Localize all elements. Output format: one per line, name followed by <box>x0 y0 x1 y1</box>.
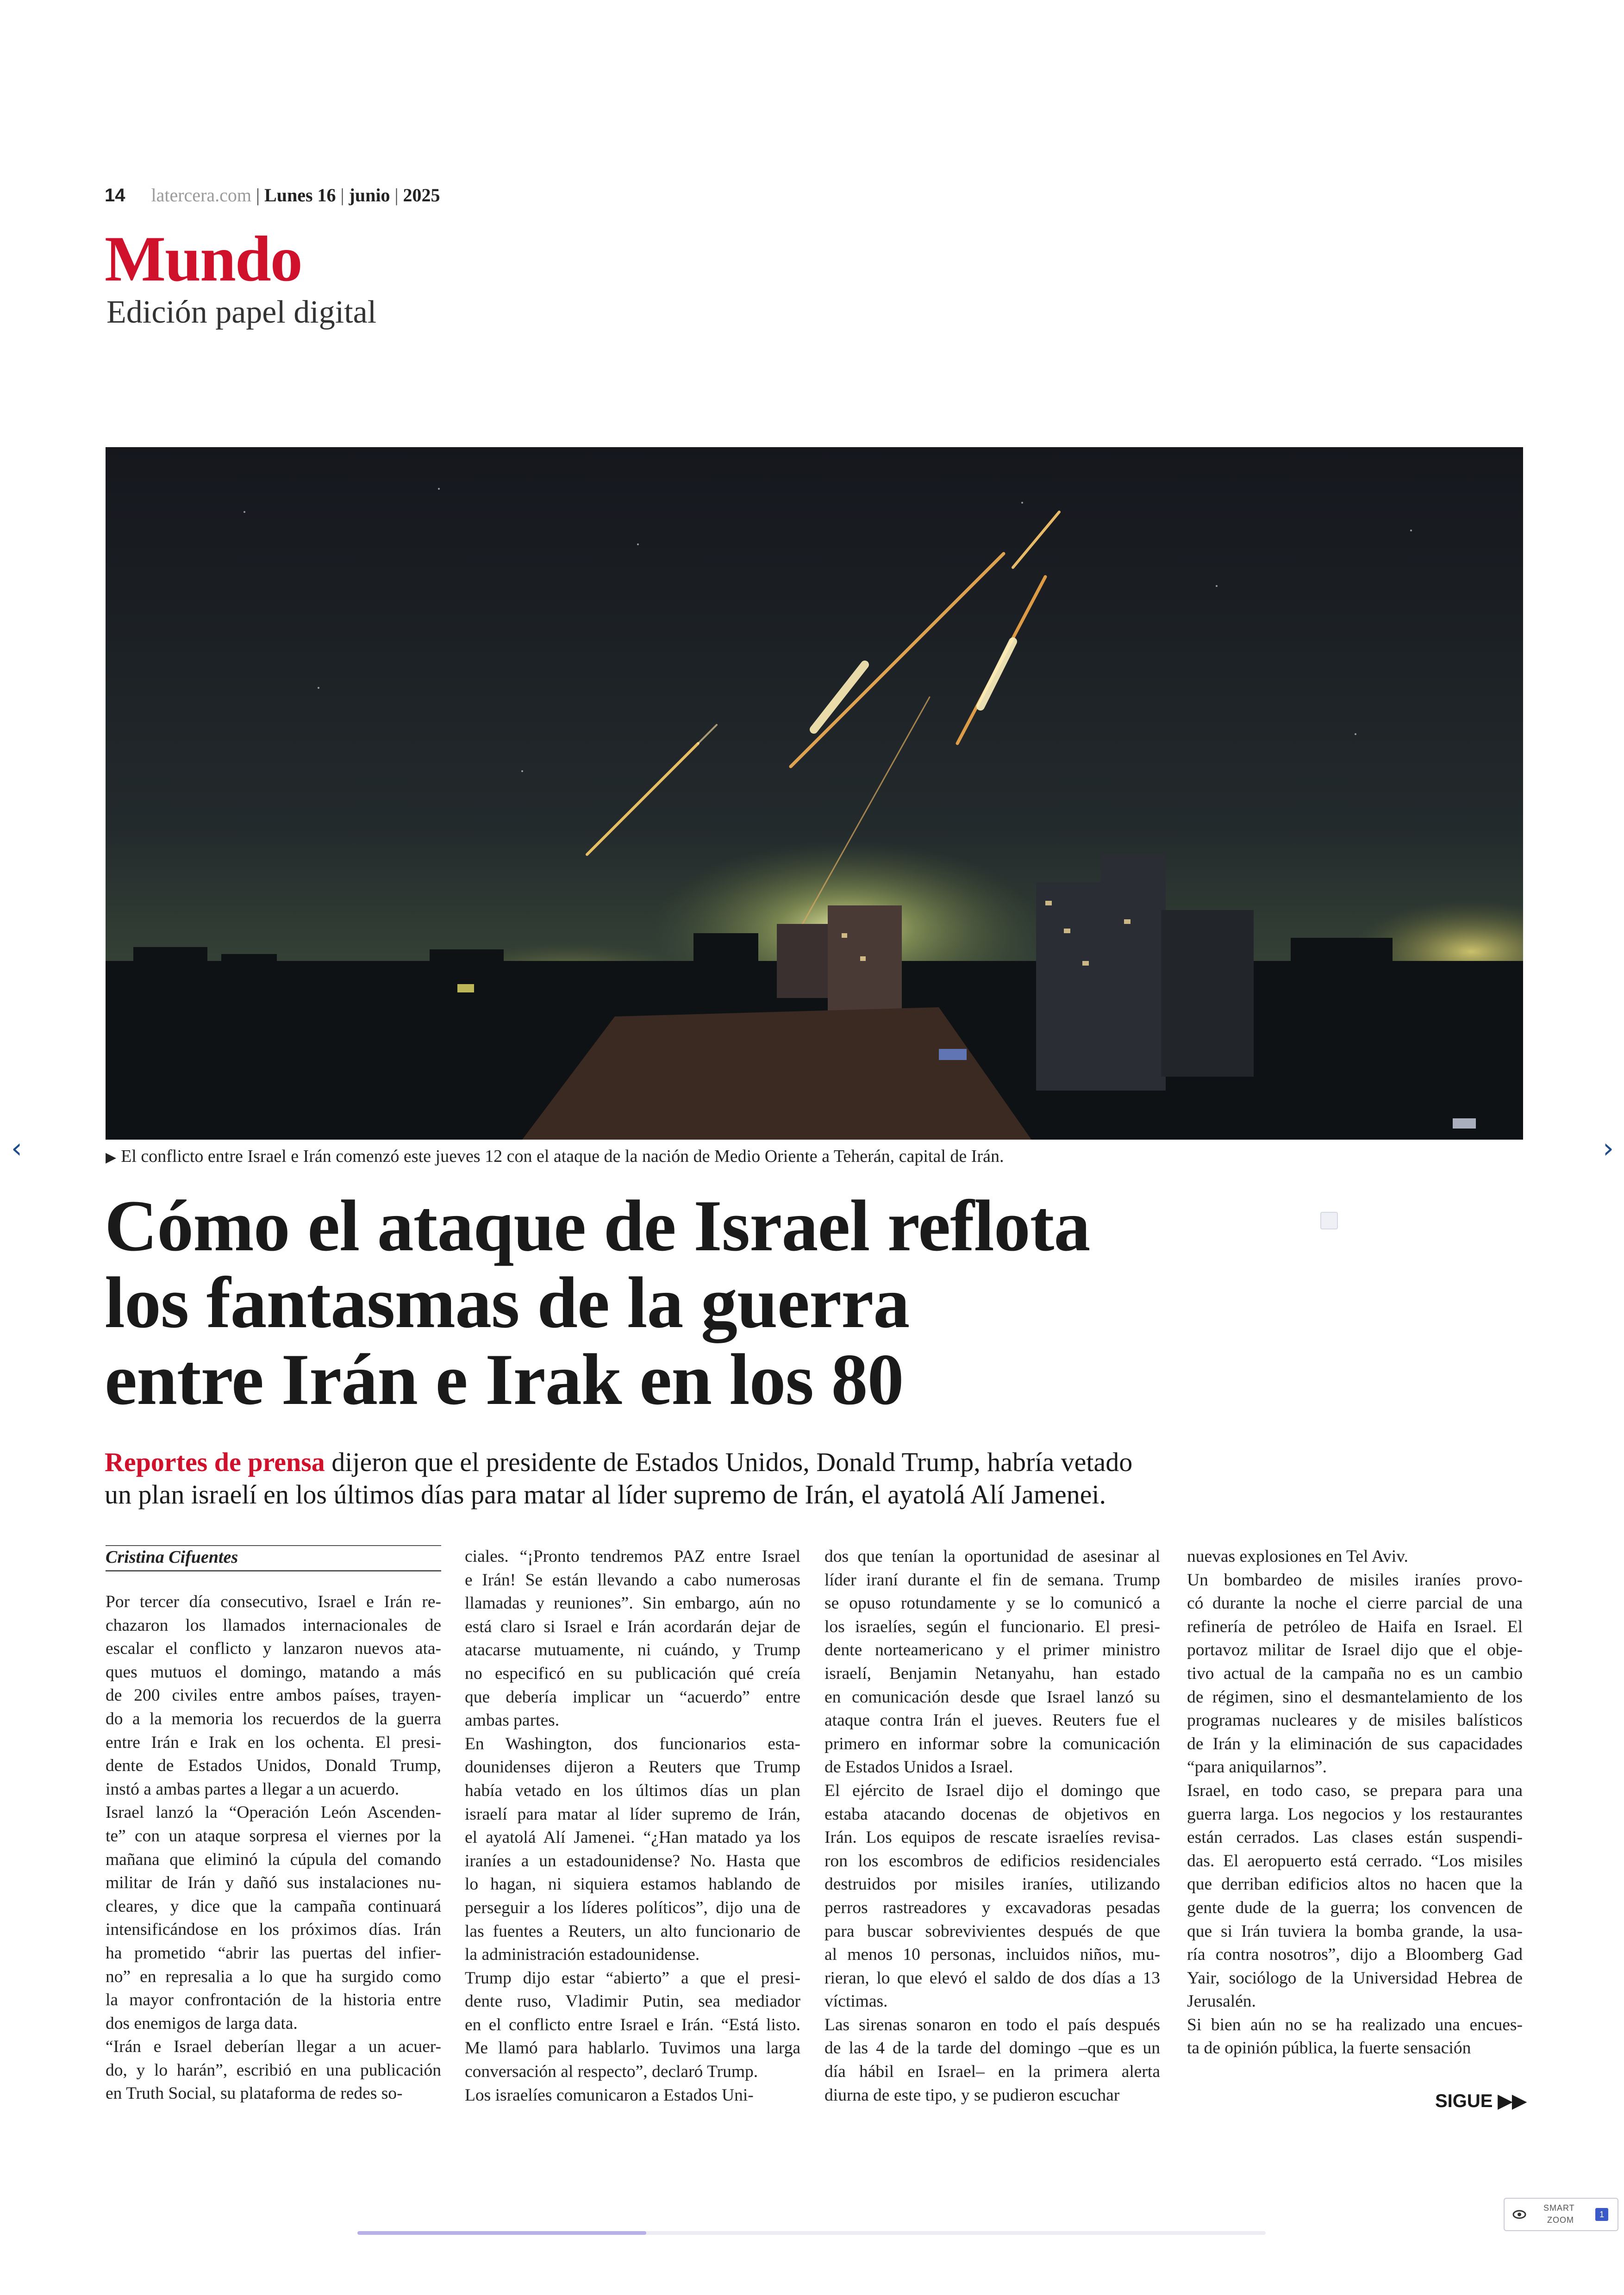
section-subtitle: Edición papel digital <box>106 294 377 330</box>
body-text-line: llamadas y reuniones”. Sin embargo, aún no <box>465 1594 800 1613</box>
body-text-line: día hábil en Israel– en la primera alerta <box>824 2062 1160 2082</box>
body-column-2 <box>465 1545 800 2107</box>
body-text-line: do a la memoria los recuerdos de la guerra <box>106 1709 441 1728</box>
next-page-chevron-icon[interactable]: › <box>1603 1132 1614 1165</box>
body-text-line: nuevas explosiones en Tel Aviv. <box>1187 1547 1408 1566</box>
body-text-line: dente de Estados Unidos, Donald Trump, <box>106 1756 441 1776</box>
body-text-line: perseguir a los líderes políticos”, dijo una de <box>465 1898 800 1917</box>
headline-line: entre Irán e Irak en los 80 <box>105 1339 904 1420</box>
reading-progress-fill <box>357 2231 646 2235</box>
body-text-line: la administración estadounidense. <box>465 1945 700 1964</box>
body-text-line: escalar el conflicto y lanzaron nuevos ata- <box>106 1639 441 1659</box>
date-year: 2025 <box>403 185 440 206</box>
body-text-line: entre Irán e Irak en los ochenta. El presi- <box>106 1733 441 1752</box>
headline <box>105 1185 1355 1420</box>
body-text-line: Irán. Los equipos de rescate israelíes revisa- <box>824 1828 1160 1847</box>
continue-label[interactable]: SIGUE ▶▶ <box>1435 2091 1527 2111</box>
body-text-line: está claro si Israel e Irán acordarán dejar de <box>465 1617 800 1636</box>
body-text-line: guerra larga. Los negocios y los restaurantes <box>1187 1804 1523 1824</box>
page-count-badge: 1 <box>1595 2208 1608 2221</box>
body-text-line: iraníes a un estadounidense? No. Hasta que <box>465 1851 800 1871</box>
folio-line: 14 latercera.com | Lunes 16 | junio | 2025 <box>105 185 440 206</box>
body-text-line: ron los escombros de edificios residenciales <box>824 1851 1160 1871</box>
night-missiles-photo-icon <box>106 447 1523 1140</box>
body-text-line: El ejército de Israel dijo el domingo que <box>824 1781 1160 1800</box>
previous-page-chevron-icon[interactable]: ‹ <box>11 1132 22 1165</box>
page-number: 14 <box>105 185 125 206</box>
lead-photo <box>106 447 1523 1140</box>
section-title: Mundo <box>105 223 302 295</box>
body-text-line: ha prometido “abrir las puertas del infier- <box>106 1943 441 1963</box>
caption-triangle-icon: ▶ <box>106 1150 117 1165</box>
body-text-line: mañana que eliminó la cúpula del comando <box>106 1850 441 1869</box>
deck <box>105 1446 1526 1511</box>
body-text-line: En Washington, dos funcionarios esta- <box>465 1734 800 1753</box>
body-text-line: estaba atacando docenas de objetivos en <box>824 1804 1160 1824</box>
body-text-line: había vetado en los últimos días un plan <box>465 1781 800 1800</box>
body-text-line: refinería de petróleo de Haifa en Israel. El <box>1187 1617 1523 1636</box>
body-text-line: las fuentes a Reuters, un alto funcionario de <box>465 1921 800 1941</box>
body-text-line: tivo actual de la campaña no es un cambio <box>1187 1664 1523 1683</box>
smart-zoom-label: SMART <box>1543 2203 1575 2213</box>
site-name[interactable]: latercera.com <box>151 185 252 206</box>
body-text-line: do, y lo harán”, escribió en una publicación <box>106 2060 441 2080</box>
body-text-line: en comunicación desde que Israel lanzó su <box>824 1687 1160 1707</box>
deck-lead: Reportes de prensa <box>105 1447 325 1477</box>
body-text-line: de Irán y la eliminación de sus capacidades <box>1187 1734 1523 1753</box>
deck-text: dijeron que el presidente de Estados Unidos, Donald Trump, habría vetado <box>325 1447 1133 1477</box>
body-text-line: portavoz militar de Israel dijo que el obje- <box>1187 1640 1523 1660</box>
body-text-line: de régimen, sino el desmantelamiento de los <box>1187 1687 1523 1707</box>
body-text-line: destruidos por misiles iraníes, utilizando <box>824 1875 1160 1894</box>
body-text-line: israelí para matar al líder supremo de Irán, <box>465 1804 800 1824</box>
body-text-line: Un bombardeo de misiles iraníes provo- <box>1187 1570 1523 1590</box>
body-text-line: líder iraní durante el fin de semana. Trump <box>824 1570 1160 1590</box>
body-text-line: que debería implicar un “acuerdo” entre <box>465 1687 800 1707</box>
body-text-line: que derriban edificios altos no hacen que la <box>1187 1875 1523 1894</box>
body-text-line: de 200 civiles entre ambos países, trayen- <box>106 1686 441 1705</box>
body-text-line: en Truth Social, su plataforma de redes so- <box>106 2084 403 2103</box>
body-text-line: Israel, en todo caso, se prepara para una <box>1187 1781 1523 1800</box>
body-text-line: te” con un ataque sorpresa el viernes por la <box>106 1826 441 1846</box>
smart-zoom-label: ZOOM <box>1547 2215 1574 2225</box>
body-text-line: militar de Irán y dañó sus instalaciones nu- <box>106 1873 441 1893</box>
body-text-line: víctimas. <box>824 1992 888 2011</box>
body-text-line: ataque contra Irán el jueves. Reuters fue el <box>824 1711 1160 1730</box>
body-text-line: al menos 10 personas, incluidos niños, mu- <box>824 1945 1160 1964</box>
body-text-line: Trump dijo estar “abierto” a que el presi- <box>465 1968 800 1988</box>
body-text-line: rieran, lo que elevó el saldo de dos días a 13 <box>824 1968 1160 1988</box>
body-text-line: Jerusalén. <box>1187 1992 1256 2011</box>
body-column-4 <box>1187 1545 1523 2060</box>
body-text-line: cleares, y dice que la campaña continuará <box>106 1896 441 1916</box>
headline-line: Cómo el ataque de Israel reflota <box>105 1185 1090 1266</box>
smart-zoom-button[interactable] <box>1504 2198 1618 2231</box>
date-day: Lunes 16 <box>264 185 336 206</box>
headline-line: los fantasmas de la guerra <box>105 1262 910 1343</box>
body-text-line: e Irán! Se están llevando a cabo numerosas <box>465 1570 800 1590</box>
body-text-line: ría contra nosotros”, dijo a Bloomberg Gad <box>1187 1945 1523 1964</box>
photo-caption <box>106 1146 1004 1166</box>
body-text-line: “Irán e Israel deberían llegar a un acuer- <box>106 2037 441 2057</box>
body-text-line: có durante la noche el cierre parcial de una <box>1187 1594 1523 1613</box>
body-text-line: Las sirenas sonaron en todo el país después <box>824 2015 1160 2034</box>
body-text-line: Israel lanzó la “Operación León Ascenden- <box>106 1803 441 1822</box>
date-month: junio <box>349 185 390 206</box>
body-text-line: Por tercer día consecutivo, Israel e Irán re- <box>106 1592 441 1611</box>
body-text-line: lo hagan, ni siquiera estamos hablando de <box>465 1875 800 1894</box>
body-column-1 <box>106 1590 441 2106</box>
body-text-line: perros rastreadores y excavadoras pesadas <box>824 1898 1160 1917</box>
body-text-line: Los israelíes comunicaron a Estados Uni- <box>465 2085 754 2105</box>
body-text-line: intensificándose en los próximos días. Irán <box>106 1920 441 1940</box>
body-text-line: ta de opinión pública, la fuerte sensación <box>1187 2039 1471 2058</box>
body-text-line: que si Irán tuviera la bomba grande, la usa- <box>1187 1921 1523 1941</box>
byline: Cristina Cifuentes <box>106 1547 441 1572</box>
body-text-line: no” en represalia a lo que ha surgido como <box>106 1967 441 1986</box>
body-text-line: dos que tenían la oportunidad de asesinar al <box>824 1547 1160 1566</box>
body-text-line: Si bien aún no se ha realizado una encues- <box>1187 2015 1523 2034</box>
body-text-line: en el conflicto entre Israel e Irán. “Está listo. <box>465 2015 800 2034</box>
body-text-line: se opuso rotundamente y se lo comunicó a <box>824 1594 1160 1613</box>
body-text-line: ambas partes. <box>465 1711 560 1730</box>
body-text-line: dos enemigos de larga data. <box>106 2014 298 2033</box>
body-text-line: dounidenses dijeron a Reuters que Trump <box>465 1758 800 1777</box>
eye-icon <box>1512 2207 1527 2222</box>
body-text-line: diurna de este tipo, y se pudieron escuchar <box>824 2085 1120 2105</box>
body-text-line: de Estados Unidos a Israel. <box>824 1758 1013 1777</box>
body-text-line: das. El aeropuerto está cerrado. “Los misiles <box>1187 1851 1523 1871</box>
body-text-line: ques mutuos el domingo, matando a más <box>106 1662 441 1682</box>
body-text-line: para buscar sobrevivientes después de que <box>824 1921 1160 1941</box>
body-text-line: los israelíes, según el funcionario. El presi- <box>824 1617 1160 1636</box>
body-text-line: no especificó en su publicación qué creía <box>465 1664 800 1683</box>
body-column-3 <box>824 1545 1160 2107</box>
byline-rule <box>106 1545 441 1546</box>
body-text-line: instó a ambas partes a llegar a un acuerdo. <box>106 1779 400 1799</box>
body-text-line: chazaron los llamados internacionales de <box>106 1615 441 1635</box>
body-text-line: ciales. “¡Pronto tendremos PAZ entre Israel <box>465 1547 800 1566</box>
body-text-line: gente dude de la guerra; los convencen de <box>1187 1898 1523 1917</box>
body-text-line: israelí, Benjamin Netanyahu, han estado <box>824 1664 1160 1683</box>
deck-text: un plan israelí en los últimos días para matar al líder supremo de Irán, el ayatolá Alí Jamenei. <box>105 1479 1106 1509</box>
body-text-line: están cerrados. Las clases están suspendi- <box>1187 1828 1523 1847</box>
body-text-line: el ayatolá Alí Jamenei. “¿Han matado ya los <box>465 1828 800 1847</box>
body-text-line: dente ruso, Vladimir Putin, sea mediador <box>465 1992 800 2011</box>
body-text-line: Yair, sociólogo de la Universidad Hebrea de <box>1187 1968 1523 1988</box>
caption-text: El conflicto entre Israel e Irán comenzó este jueves 12 con el ataque de la nación de Medio Oriente a Teherán, capital de Irán. <box>121 1147 1004 1166</box>
body-text-line: Me llamó para hablarlo. Tuvimos una larga <box>465 2039 800 2058</box>
body-text-line: la mayor confrontación de la historia entre <box>106 1990 441 2010</box>
body-text-line: atacarse mutuamente, ni cuándo, y Trump <box>465 1640 800 1660</box>
body-text-line: de las 4 de la tarde del domingo –que es un <box>824 2039 1160 2058</box>
body-text-line: conversación al respecto”, declaró Trump. <box>465 2062 758 2082</box>
body-text-line: “para aniquilarnos”. <box>1187 1758 1327 1777</box>
body-text-line: dente norteamericano y el primer ministro <box>824 1640 1160 1660</box>
body-text-line: primero en informar sobre la comunicación <box>824 1734 1160 1753</box>
body-text-line: programas nucleares y de misiles balísticos <box>1187 1711 1523 1730</box>
